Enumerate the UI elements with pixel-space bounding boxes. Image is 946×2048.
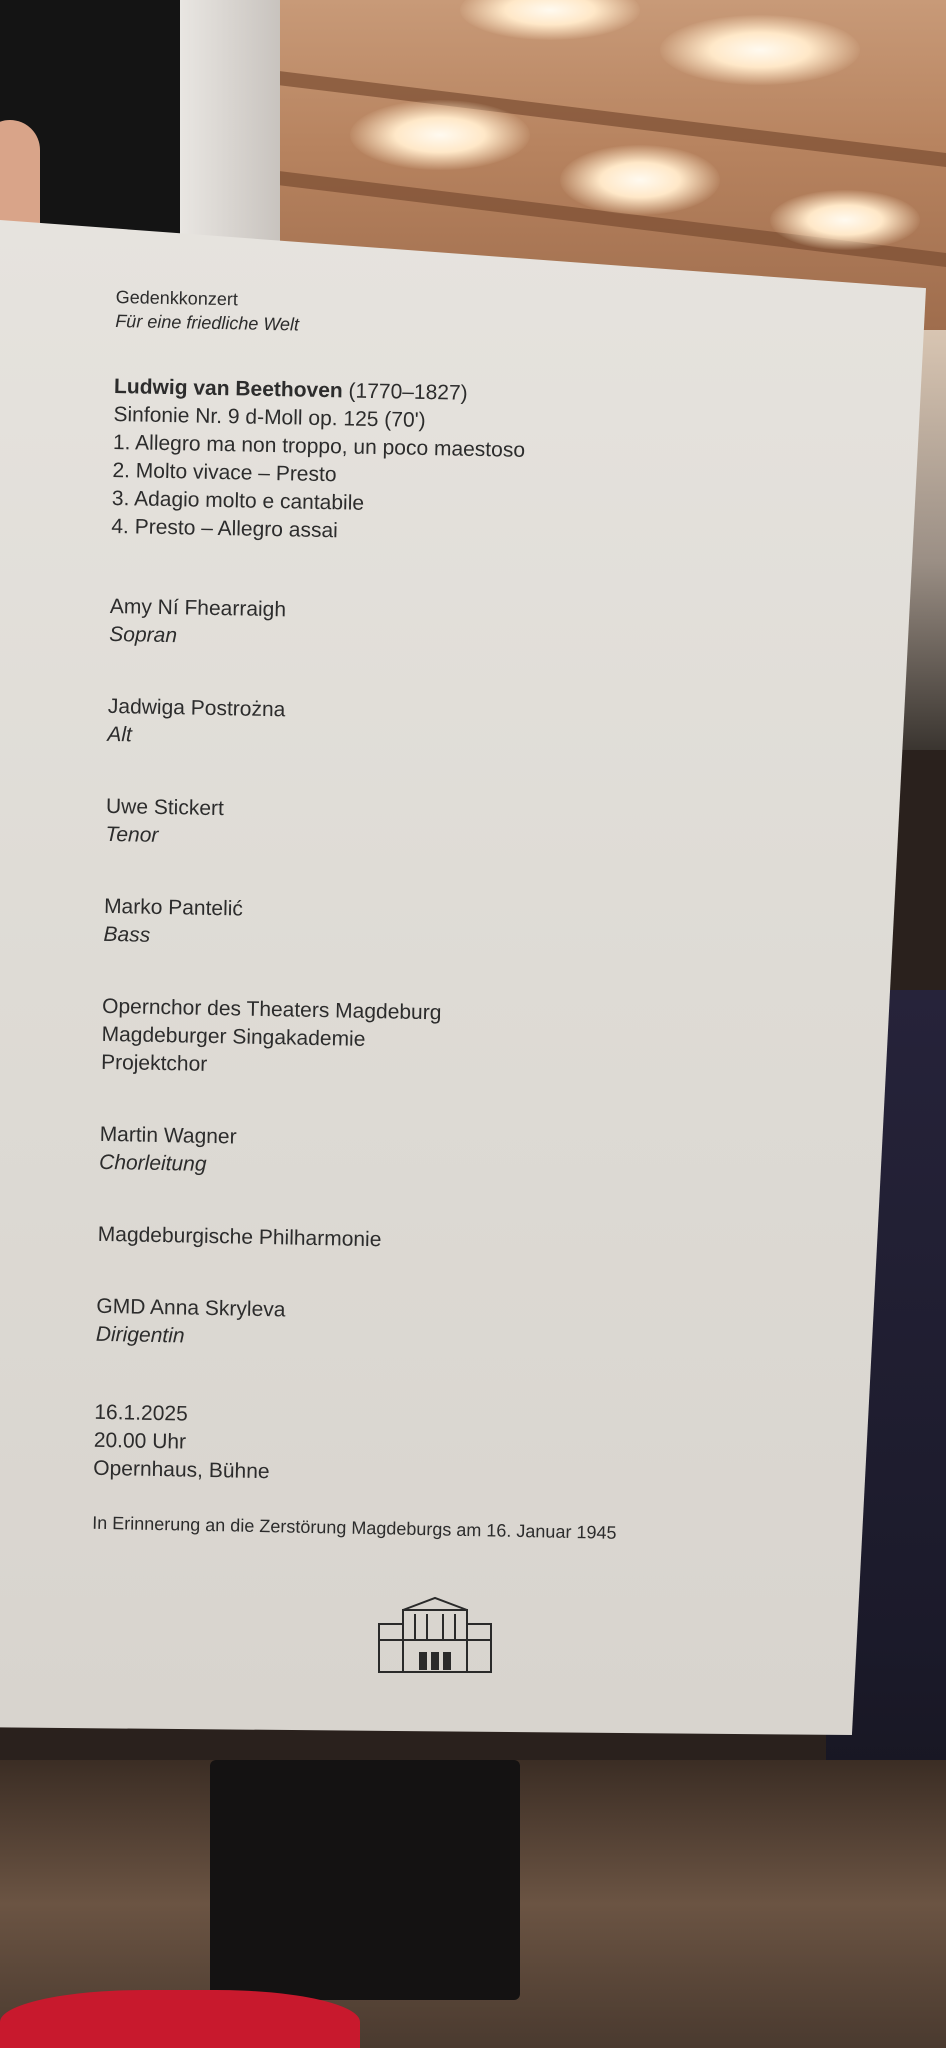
orchestra-name: Magdeburgische Philharmonie (97, 1222, 382, 1252)
performer-role: Bass (103, 922, 151, 947)
ceiling-lamp (660, 15, 860, 85)
performer-role: Sopran (109, 622, 178, 648)
ceiling-lamp (350, 100, 530, 170)
memorial-note: In Erinnerung an die Zerstörung Magdeburgs am 16. Januar 1945 (92, 1512, 617, 1543)
movement: 3. Adagio molto e cantabile (111, 486, 365, 515)
event-venue: Opernhaus, Bühne (93, 1456, 270, 1484)
performer-role: Alt (107, 722, 133, 747)
ceiling-lamp (460, 0, 640, 40)
performer-role: Tenor (105, 822, 159, 847)
conductor-role: Dirigentin (95, 1322, 185, 1348)
ceiling-lamp (560, 145, 720, 215)
red-cloth (0, 1990, 360, 2048)
choir-name: Projektchor (100, 1050, 208, 1076)
performer-name: Marko Pantelić (103, 894, 244, 921)
event-time: 20.00 Uhr (93, 1428, 187, 1454)
program-content (92, 285, 846, 1549)
conductor-name: GMD Anna Skryleva (96, 1294, 286, 1322)
movement: 1. Allegro ma non troppo, un poco maestoso (112, 430, 526, 462)
ceiling-lamp (770, 190, 920, 250)
performer-name: Jadwiga Postrożna (107, 694, 286, 722)
light-pillar (180, 0, 280, 250)
composer-years: (1770–1827) (348, 379, 468, 405)
performer-name: Amy Ní Fhearraigh (109, 594, 287, 622)
concert-subheading: Für eine friedliche Welt (115, 310, 300, 335)
choir-name: Magdeburger Singakademie (101, 1022, 366, 1051)
work-title: Sinfonie Nr. 9 d-Moll op. 125 (70') (113, 402, 426, 432)
event-date: 16.1.2025 (94, 1400, 188, 1426)
performer-name: Uwe Stickert (105, 794, 225, 821)
composer-name: Ludwig van Beethoven (113, 374, 343, 403)
concert-heading: Gedenkkonzert (115, 286, 239, 310)
choir-director-name: Martin Wagner (99, 1122, 237, 1149)
theater-building-icon (375, 1590, 495, 1680)
movement: 4. Presto – Allegro assai (111, 514, 339, 543)
seat-shadow (210, 1760, 520, 2000)
choir-name: Opernchor des Theaters Magdeburg (101, 994, 442, 1025)
choir-director-role: Chorleitung (98, 1150, 207, 1176)
movement: 2. Molto vivace – Presto (112, 458, 337, 487)
